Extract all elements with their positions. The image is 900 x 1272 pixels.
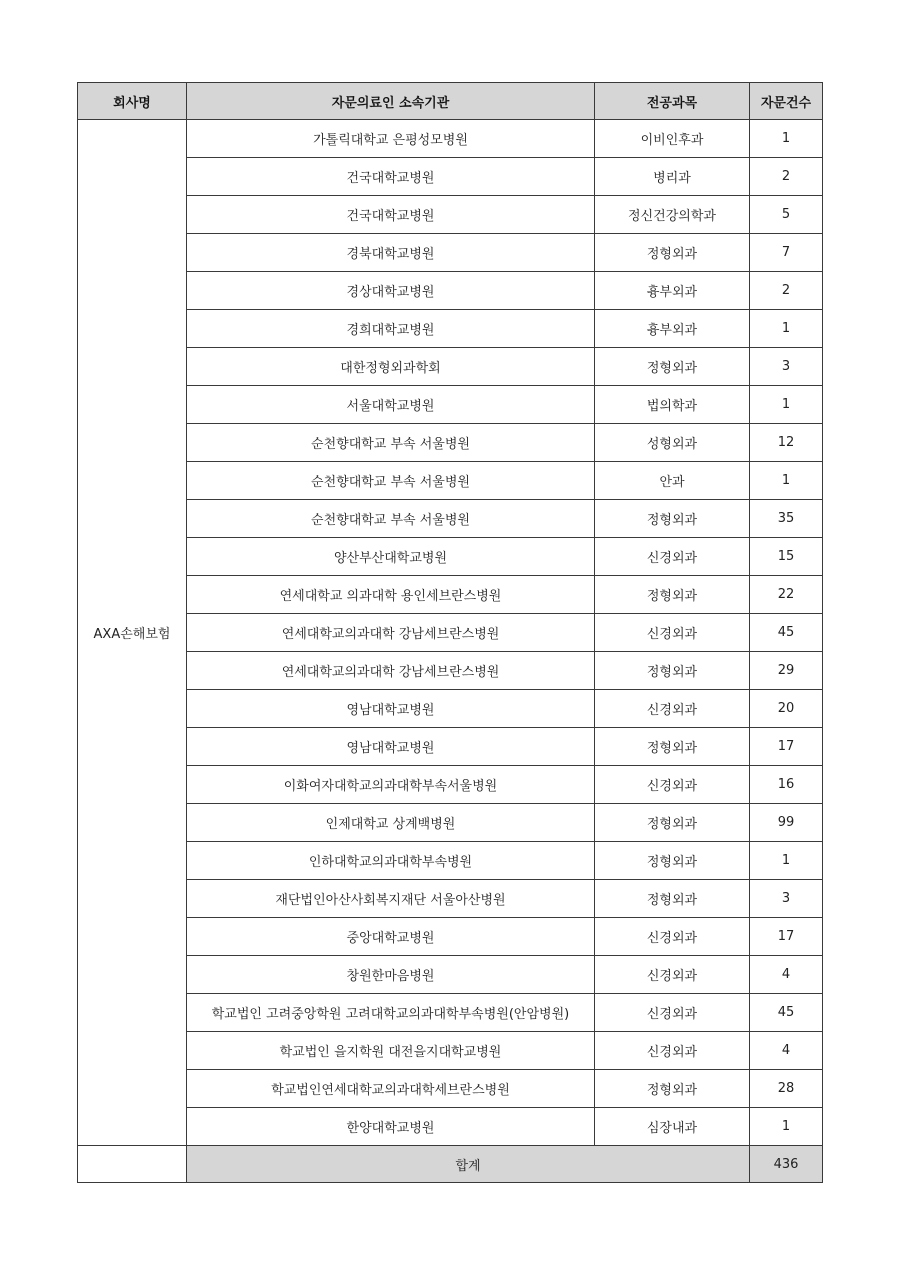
table-row <box>78 994 823 1032</box>
table-row <box>78 500 823 538</box>
count-cell: 28 <box>750 1070 823 1108</box>
table-row <box>78 462 823 500</box>
institution-cell: 건국대학교병원 <box>187 196 595 234</box>
table-row <box>78 386 823 424</box>
table-body <box>78 120 823 1183</box>
total-label: 합계 <box>187 1146 750 1183</box>
count-cell: 15 <box>750 538 823 576</box>
specialty-cell: 신경외과 <box>595 538 750 576</box>
institution-cell: 양산부산대학교병원 <box>187 538 595 576</box>
table-row <box>78 234 823 272</box>
table-row <box>78 576 823 614</box>
specialty-cell: 신경외과 <box>595 956 750 994</box>
table-row <box>78 652 823 690</box>
count-cell: 20 <box>750 690 823 728</box>
count-cell: 3 <box>750 880 823 918</box>
count-cell: 1 <box>750 386 823 424</box>
table-row <box>78 348 823 386</box>
specialty-cell: 정형외과 <box>595 500 750 538</box>
specialty-cell: 심장내과 <box>595 1108 750 1146</box>
count-cell: 12 <box>750 424 823 462</box>
institution-cell: 인제대학교 상계백병원 <box>187 804 595 842</box>
consultation-table <box>77 82 823 1183</box>
header-count: 자문건수 <box>750 83 823 120</box>
table-row <box>78 766 823 804</box>
institution-cell: 건국대학교병원 <box>187 158 595 196</box>
table-row <box>78 196 823 234</box>
count-cell: 1 <box>750 120 823 158</box>
total-row <box>78 1146 823 1183</box>
table-row <box>78 956 823 994</box>
institution-cell: 학교법인연세대학교의과대학세브란스병원 <box>187 1070 595 1108</box>
specialty-cell: 흉부외과 <box>595 310 750 348</box>
specialty-cell: 정형외과 <box>595 576 750 614</box>
count-cell: 99 <box>750 804 823 842</box>
count-cell: 29 <box>750 652 823 690</box>
table-row <box>78 120 823 158</box>
total-value: 436 <box>750 1146 823 1183</box>
institution-cell: 한양대학교병원 <box>187 1108 595 1146</box>
institution-cell: 경북대학교병원 <box>187 234 595 272</box>
institution-cell: 순천향대학교 부속 서울병원 <box>187 424 595 462</box>
institution-cell: 연세대학교의과대학 강남세브란스병원 <box>187 614 595 652</box>
specialty-cell: 정형외과 <box>595 234 750 272</box>
specialty-cell: 안과 <box>595 462 750 500</box>
specialty-cell: 정형외과 <box>595 880 750 918</box>
count-cell: 2 <box>750 158 823 196</box>
table-row <box>78 880 823 918</box>
specialty-cell: 정형외과 <box>595 804 750 842</box>
institution-cell: 창원한마음병원 <box>187 956 595 994</box>
table-row <box>78 1032 823 1070</box>
table-row <box>78 614 823 652</box>
table-row <box>78 538 823 576</box>
count-cell: 5 <box>750 196 823 234</box>
institution-cell: 대한정형외과학회 <box>187 348 595 386</box>
count-cell: 45 <box>750 614 823 652</box>
institution-cell: 순천향대학교 부속 서울병원 <box>187 500 595 538</box>
specialty-cell: 정신건강의학과 <box>595 196 750 234</box>
count-cell: 2 <box>750 272 823 310</box>
count-cell: 22 <box>750 576 823 614</box>
institution-cell: 경희대학교병원 <box>187 310 595 348</box>
table-row <box>78 158 823 196</box>
institution-cell: 연세대학교의과대학 강남세브란스병원 <box>187 652 595 690</box>
count-cell: 1 <box>750 1108 823 1146</box>
count-cell: 7 <box>750 234 823 272</box>
institution-cell: 연세대학교 의과대학 용인세브란스병원 <box>187 576 595 614</box>
header-institution: 자문의료인 소속기관 <box>187 83 595 120</box>
table-row <box>78 690 823 728</box>
specialty-cell: 법의학과 <box>595 386 750 424</box>
table-row <box>78 918 823 956</box>
specialty-cell: 정형외과 <box>595 1070 750 1108</box>
table-row <box>78 842 823 880</box>
institution-cell: 서울대학교병원 <box>187 386 595 424</box>
specialty-cell: 흉부외과 <box>595 272 750 310</box>
count-cell: 4 <box>750 1032 823 1070</box>
table-row <box>78 1070 823 1108</box>
company-cell: AXA손해보험 <box>78 120 187 1146</box>
institution-cell: 학교법인 고려중앙학원 고려대학교의과대학부속병원(안암병원) <box>187 994 595 1032</box>
specialty-cell: 신경외과 <box>595 994 750 1032</box>
institution-cell: 이화여자대학교의과대학부속서울병원 <box>187 766 595 804</box>
count-cell: 35 <box>750 500 823 538</box>
specialty-cell: 신경외과 <box>595 918 750 956</box>
count-cell: 45 <box>750 994 823 1032</box>
specialty-cell: 정형외과 <box>595 728 750 766</box>
institution-cell: 학교법인 을지학원 대전을지대학교병원 <box>187 1032 595 1070</box>
table-header-row <box>78 83 823 120</box>
institution-cell: 영남대학교병원 <box>187 690 595 728</box>
institution-cell: 재단법인아산사회복지재단 서울아산병원 <box>187 880 595 918</box>
count-cell: 1 <box>750 462 823 500</box>
specialty-cell: 정형외과 <box>595 842 750 880</box>
header-company: 회사명 <box>78 83 187 120</box>
specialty-cell: 신경외과 <box>595 614 750 652</box>
table-row <box>78 424 823 462</box>
count-cell: 4 <box>750 956 823 994</box>
specialty-cell: 신경외과 <box>595 766 750 804</box>
count-cell: 1 <box>750 310 823 348</box>
total-empty-cell <box>78 1146 187 1183</box>
specialty-cell: 신경외과 <box>595 1032 750 1070</box>
count-cell: 3 <box>750 348 823 386</box>
count-cell: 1 <box>750 842 823 880</box>
specialty-cell: 이비인후과 <box>595 120 750 158</box>
table-row <box>78 310 823 348</box>
specialty-cell: 성형외과 <box>595 424 750 462</box>
header-specialty: 전공과목 <box>595 83 750 120</box>
specialty-cell: 병리과 <box>595 158 750 196</box>
table-row <box>78 1108 823 1146</box>
institution-cell: 가톨릭대학교 은평성모병원 <box>187 120 595 158</box>
table-row <box>78 272 823 310</box>
institution-cell: 중앙대학교병원 <box>187 918 595 956</box>
count-cell: 17 <box>750 728 823 766</box>
table-row <box>78 804 823 842</box>
institution-cell: 영남대학교병원 <box>187 728 595 766</box>
specialty-cell: 정형외과 <box>595 652 750 690</box>
consultation-table-container <box>77 82 822 1183</box>
table-row <box>78 728 823 766</box>
institution-cell: 경상대학교병원 <box>187 272 595 310</box>
specialty-cell: 정형외과 <box>595 348 750 386</box>
institution-cell: 순천향대학교 부속 서울병원 <box>187 462 595 500</box>
count-cell: 16 <box>750 766 823 804</box>
specialty-cell: 신경외과 <box>595 690 750 728</box>
count-cell: 17 <box>750 918 823 956</box>
institution-cell: 인하대학교의과대학부속병원 <box>187 842 595 880</box>
